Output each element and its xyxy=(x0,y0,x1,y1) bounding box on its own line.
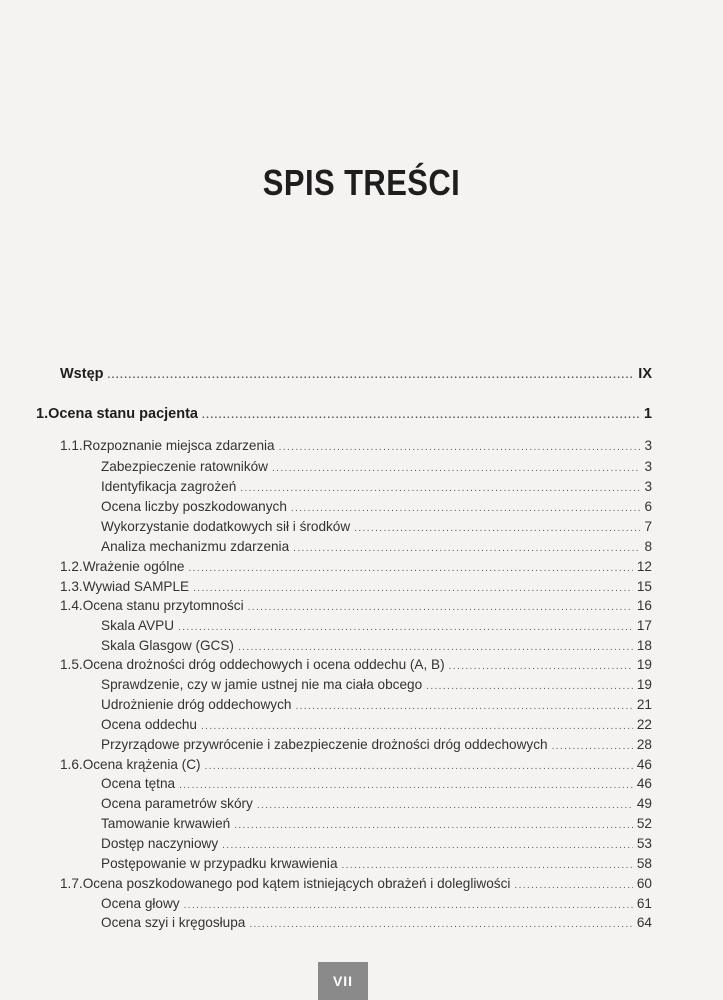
toc-leader-dots xyxy=(240,483,640,494)
toc-entry xyxy=(101,717,652,732)
toc-leader-dots xyxy=(426,681,633,692)
toc-entry-label: Ocena krążenia (C) xyxy=(82,757,201,772)
toc-entry-label: Wykorzystanie dodatkowych sił i środków xyxy=(101,519,351,534)
toc-entry-label: Ocena stanu przytomności xyxy=(82,598,244,613)
toc-entry-label: Ocena oddechu xyxy=(101,717,197,732)
toc-leader-dots xyxy=(202,410,640,421)
toc-entry-page: IX xyxy=(638,366,652,382)
toc-leader-dots xyxy=(234,820,633,831)
toc-entry-page: 17 xyxy=(636,618,652,633)
toc-leader-dots xyxy=(222,840,633,851)
toc-entry-label: Wrażenie ogólne xyxy=(82,559,185,574)
toc-entry-label: Skala AVPU xyxy=(101,618,175,633)
toc-leader-dots xyxy=(295,701,632,712)
toc-entry xyxy=(101,479,652,494)
toc-entry-page: 46 xyxy=(636,757,652,772)
toc-entry-page: 1 xyxy=(643,406,652,422)
toc-entry xyxy=(101,737,652,752)
toc-entry-number: 1. xyxy=(36,406,49,422)
toc-entry xyxy=(60,559,652,574)
toc-entry xyxy=(101,697,652,712)
toc-entry xyxy=(60,598,652,613)
toc-entry-page: 3 xyxy=(644,459,652,474)
toc-entry-page: 52 xyxy=(636,816,652,831)
toc-entry-label: Zabezpieczenie ratowników xyxy=(101,459,268,474)
toc-entry xyxy=(60,579,652,594)
toc-entry-label: Udrożnienie dróg oddechowych xyxy=(101,697,292,712)
toc-entry-number: 1.3. xyxy=(60,579,83,594)
toc-entry-label: Ocena poszkodowanego pod kątem istniejących obrażeń i dolegliwości xyxy=(82,876,511,891)
toc-entry xyxy=(60,657,652,672)
toc-entry xyxy=(101,776,652,791)
toc-entry-label: Wywiad SAMPLE xyxy=(82,579,190,594)
toc-entry-label: Dostęp naczyniowy xyxy=(101,836,219,851)
toc-entry-label: Ocena szyi i kręgosłupa xyxy=(101,915,246,930)
toc-entry-label: Ocena tętna xyxy=(101,776,176,791)
toc-leader-dots xyxy=(108,370,635,381)
toc-leader-dots xyxy=(354,523,640,534)
toc-entry-number: 1.1. xyxy=(60,438,83,453)
toc-leader-dots xyxy=(179,780,633,791)
page-title: SPIS TREŚCI xyxy=(262,162,461,203)
toc-entry xyxy=(60,366,652,382)
toc-entry-page: 49 xyxy=(636,796,652,811)
toc-leader-dots xyxy=(449,661,633,672)
toc-entry-label: Ocena głowy xyxy=(101,896,180,911)
toc-entry xyxy=(101,856,652,871)
toc-entry-label: Identyfikacja zagrożeń xyxy=(101,479,237,494)
toc-entry xyxy=(101,539,652,554)
toc-leader-dots xyxy=(184,900,633,911)
toc-entry xyxy=(60,757,652,772)
toc-entry xyxy=(101,915,652,930)
toc-entry-page: 61 xyxy=(636,896,652,911)
toc-entry-number: 1.6. xyxy=(60,757,83,772)
toc-entry-label: Ocena drożności dróg oddechowych i ocena oddechu (A, B) xyxy=(82,657,445,672)
toc-entry-page: 3 xyxy=(644,438,652,453)
toc-entry xyxy=(101,618,652,633)
toc-entry-page: 21 xyxy=(636,697,652,712)
toc-entry-page: 22 xyxy=(636,717,652,732)
toc-entry-page: 28 xyxy=(636,737,652,752)
toc-leader-dots xyxy=(279,442,641,453)
toc-entry xyxy=(60,438,652,453)
toc-entry-page: 60 xyxy=(636,876,652,891)
toc-entry-page: 19 xyxy=(636,657,652,672)
toc-leader-dots xyxy=(293,543,640,554)
toc-entry-page: 6 xyxy=(644,499,652,514)
toc-entry-label: Analiza mechanizmu zdarzenia xyxy=(101,539,290,554)
toc-entry-page: 16 xyxy=(636,598,652,613)
toc-entry-label: Ocena stanu pacjenta xyxy=(48,406,198,422)
toc-entry-label: Sprawdzenie, czy w jamie ustnej nie ma ciała obcego xyxy=(101,677,423,692)
toc-entry-label: Skala Glasgow (GCS) xyxy=(101,638,234,653)
toc-leader-dots xyxy=(342,860,633,871)
toc-entry-label: Postępowanie w przypadku krwawienia xyxy=(101,856,338,871)
toc-entry xyxy=(101,816,652,831)
toc-entry-page: 8 xyxy=(644,539,652,554)
toc-leader-dots xyxy=(238,642,633,653)
toc-leader-dots xyxy=(257,800,633,811)
toc-entry-page: 3 xyxy=(644,479,652,494)
toc-leader-dots xyxy=(248,602,633,613)
toc-entry-page: 64 xyxy=(636,915,652,930)
toc-entry-page: 19 xyxy=(636,677,652,692)
toc-entry xyxy=(101,677,652,692)
toc-entry xyxy=(101,519,652,534)
toc-entry xyxy=(36,406,652,422)
toc-entry xyxy=(101,896,652,911)
toc-entry xyxy=(60,876,652,891)
toc-leader-dots xyxy=(178,622,633,633)
toc-entry-number: 1.5. xyxy=(60,657,83,672)
toc-leader-dots xyxy=(291,503,641,514)
toc-entry-page: 46 xyxy=(636,776,652,791)
toc-leader-dots xyxy=(552,741,633,752)
toc-entry-label: Przyrządowe przywrócenie i zabezpieczenie drożności dróg oddechowych xyxy=(101,737,548,752)
toc-entry-page: 15 xyxy=(636,579,652,594)
toc-entry-label: Ocena liczby poszkodowanych xyxy=(101,499,287,514)
toc-leader-dots xyxy=(205,761,633,772)
toc-leader-dots xyxy=(272,463,640,474)
toc-leader-dots xyxy=(514,880,632,891)
toc-leader-dots xyxy=(201,721,633,732)
toc-entry-number: 1.4. xyxy=(60,598,83,613)
toc-entry-page: 58 xyxy=(636,856,652,871)
toc-entry-page: 7 xyxy=(644,519,652,534)
toc-entry-label: Ocena parametrów skóry xyxy=(101,796,253,811)
toc-entry-page: 53 xyxy=(636,836,652,851)
toc-entry-label: Wstęp xyxy=(60,366,104,382)
toc-leader-dots xyxy=(249,919,633,930)
toc-entry-label: Rozpoznanie miejsca zdarzenia xyxy=(82,438,275,453)
toc-leader-dots xyxy=(188,563,632,574)
toc-entry-number: 1.7. xyxy=(60,876,83,891)
toc-leader-dots xyxy=(193,583,633,594)
toc-entry xyxy=(101,836,652,851)
toc-entry-number: 1.2. xyxy=(60,559,83,574)
toc-entry xyxy=(101,499,652,514)
toc-entry-page: 18 xyxy=(636,638,652,653)
toc-entry xyxy=(101,796,652,811)
page-number-badge: VII xyxy=(318,962,368,1000)
toc-entry xyxy=(101,459,652,474)
toc-entry xyxy=(101,638,652,653)
toc-entry-label: Tamowanie krwawień xyxy=(101,816,231,831)
toc-entry-page: 12 xyxy=(636,559,652,574)
